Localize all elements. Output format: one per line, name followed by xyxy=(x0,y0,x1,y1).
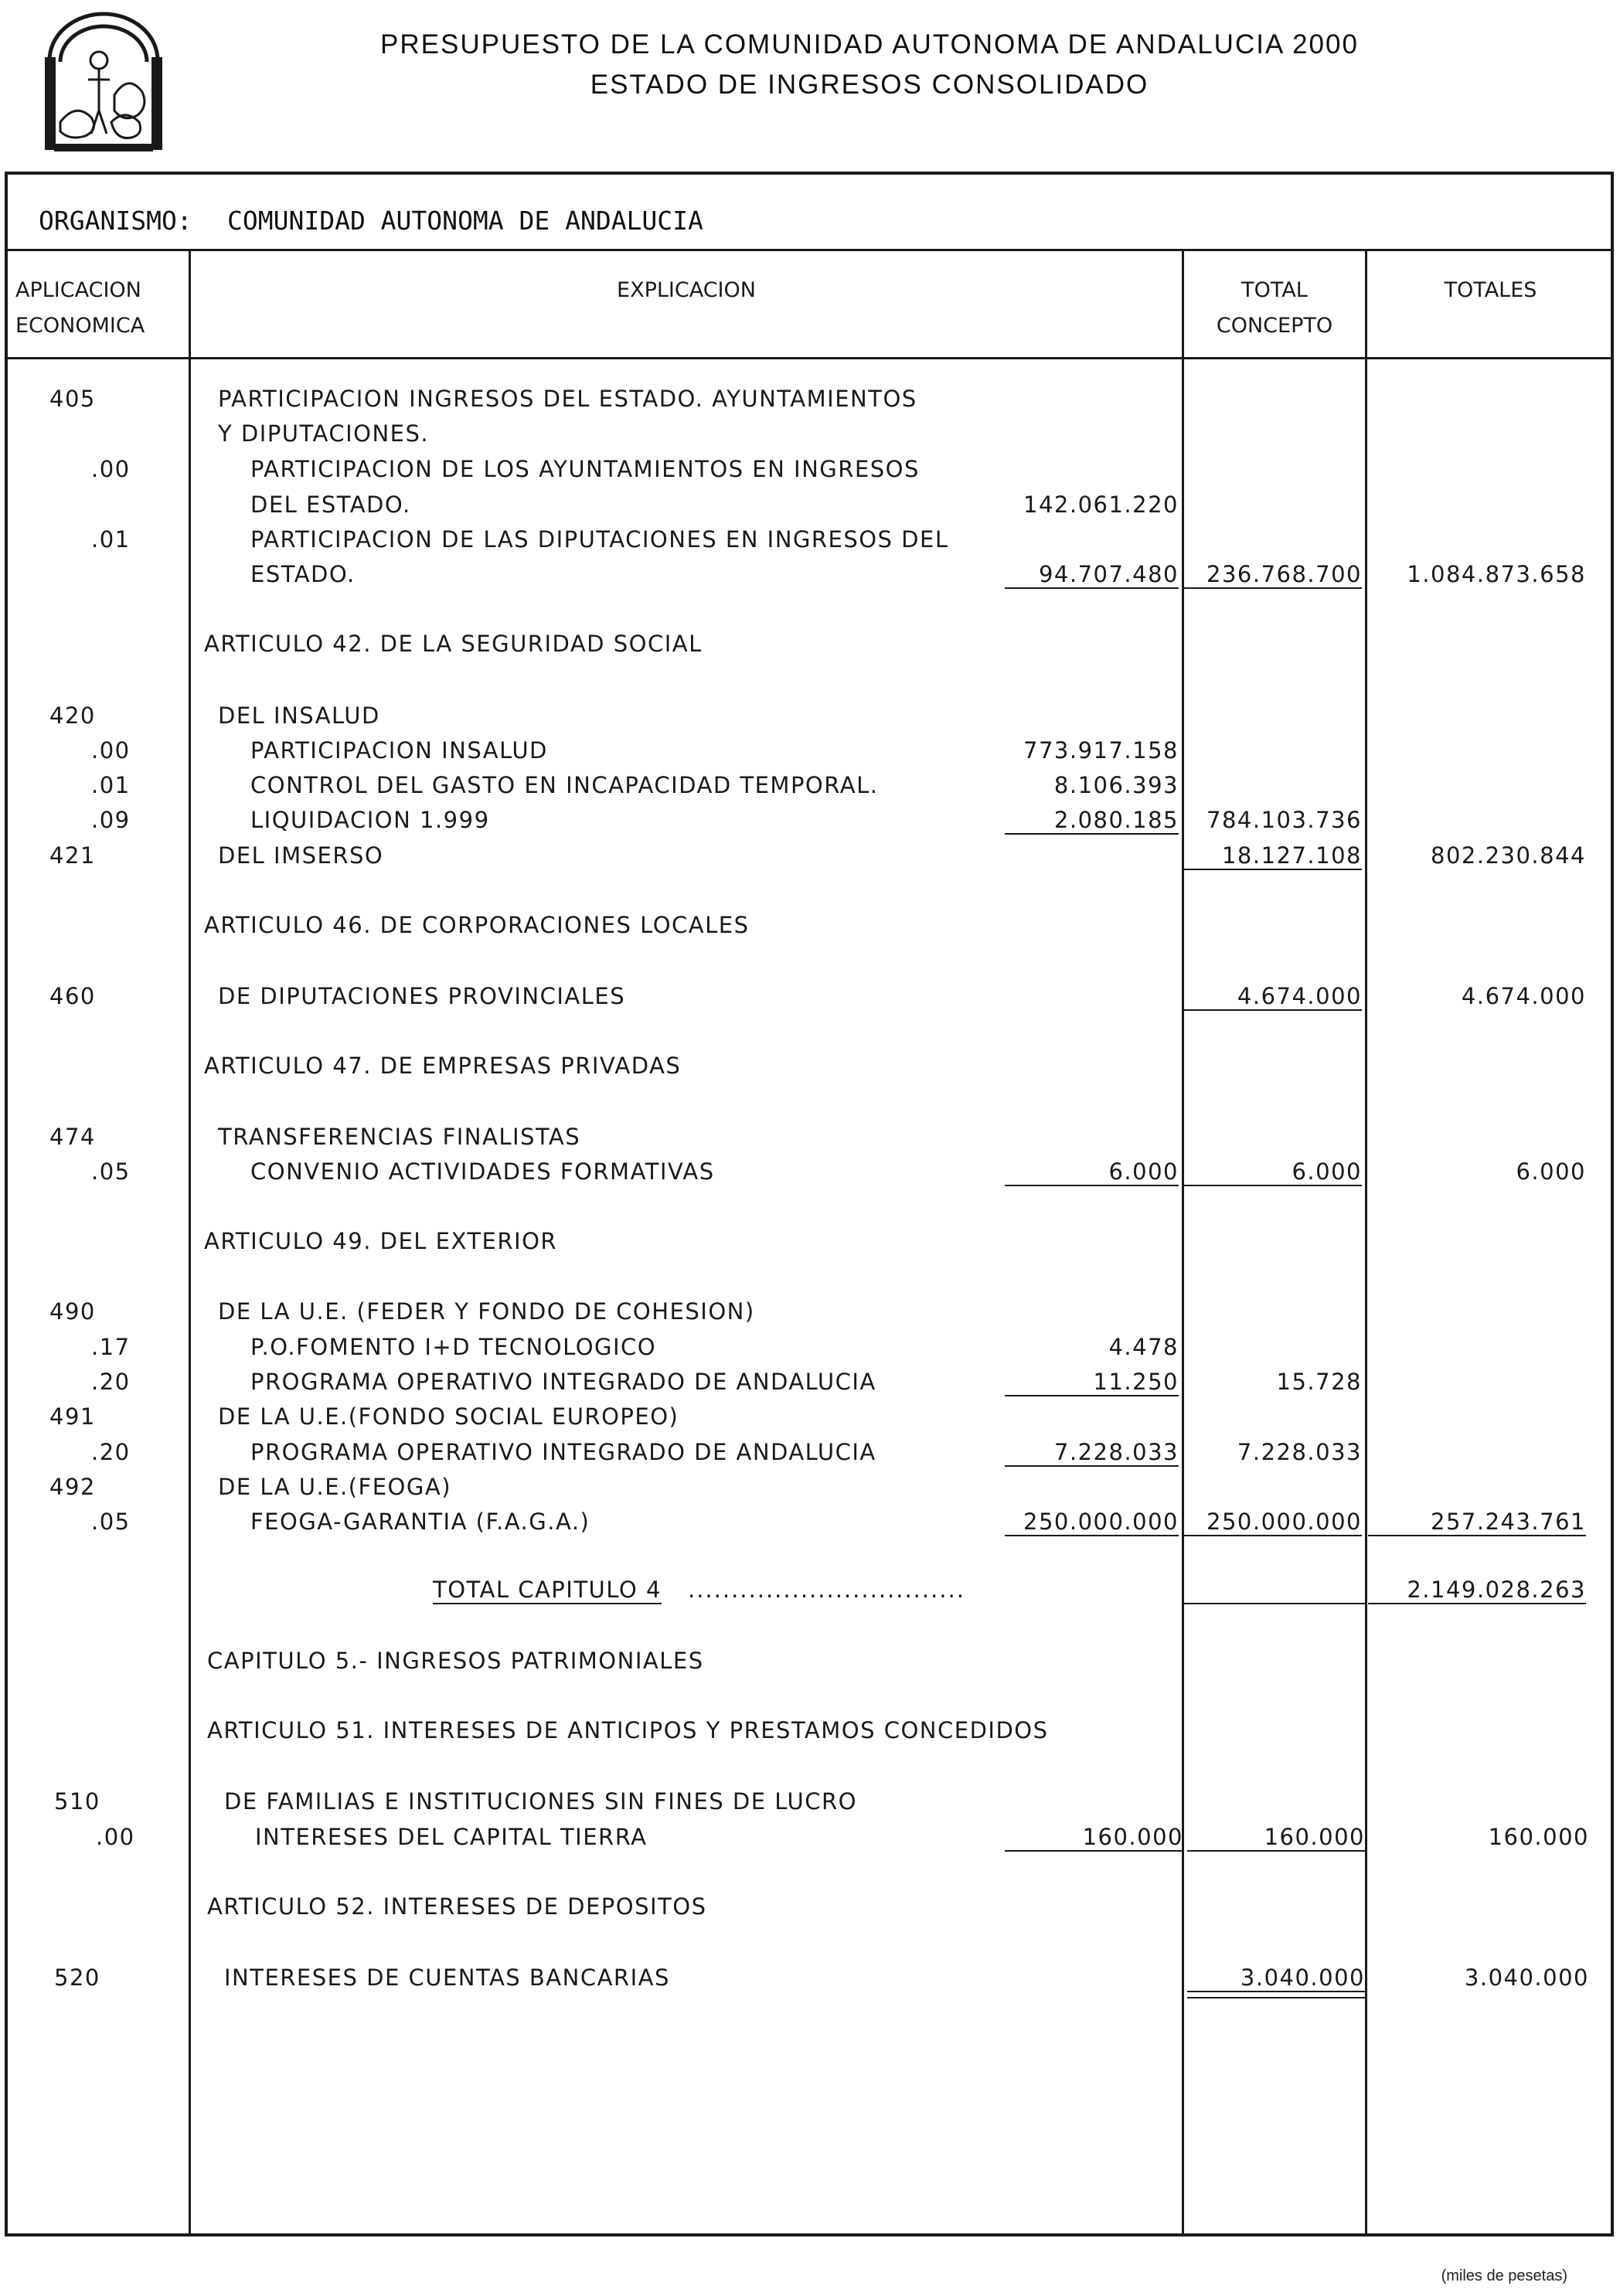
row-text: DE LA U.E.(FEOGA) xyxy=(218,1474,452,1500)
col-header-total-concepto-1: TOTAL xyxy=(1241,278,1308,302)
col-header-totales: TOTALES xyxy=(1444,278,1537,302)
article-heading: ARTICULO 52. INTERESES DE DEPOSITOS xyxy=(207,1893,707,1920)
column-divider-total-concepto xyxy=(1182,249,1184,2235)
article-heading: ARTICULO 46. DE CORPORACIONES LOCALES xyxy=(204,912,750,938)
row-amount: 773.917.158 xyxy=(1023,737,1179,764)
row-code: .20 xyxy=(91,1369,131,1395)
row-amount: 8.106.393 xyxy=(1053,772,1179,798)
row-text: PROGRAMA OPERATIVO INTEGRADO DE ANDALUCIA xyxy=(250,1369,876,1395)
row-code: .00 xyxy=(91,737,131,764)
row-text: INTERESES DEL CAPITAL TIERRA xyxy=(255,1824,648,1850)
row-code: 520 xyxy=(54,1964,100,1991)
col-header-aplicacion-2: ECONOMICA xyxy=(15,314,145,338)
article-heading: ARTICULO 49. DEL EXTERIOR xyxy=(204,1228,558,1254)
column-divider-totales xyxy=(1365,249,1367,2235)
row-code: 491 xyxy=(49,1403,96,1430)
row-text: CONTROL DEL GASTO EN INCAPACIDAD TEMPORAL. xyxy=(250,772,879,798)
row-totales: 1.084.873.658 xyxy=(1407,561,1586,587)
row-text: DE FAMILIAS E INSTITUCIONES SIN FINES DE LUCRO xyxy=(224,1788,857,1815)
row-totales: 6.000 xyxy=(1516,1158,1586,1185)
row-amount: 250.000.000 xyxy=(1005,1509,1179,1536)
row-total-concepto: 3.040.000 xyxy=(1187,1964,1365,1992)
row-code: .17 xyxy=(91,1334,131,1360)
row-code: .05 xyxy=(91,1509,131,1535)
row-code: .05 xyxy=(91,1158,131,1185)
row-code: 490 xyxy=(49,1298,96,1325)
row-text: CONVENIO ACTIVIDADES FORMATIVAS xyxy=(250,1158,715,1185)
row-amount: 160.000 xyxy=(1005,1824,1183,1852)
row-amount: 7.228.033 xyxy=(1005,1439,1179,1467)
row-totales: 802.230.844 xyxy=(1431,842,1586,869)
row-totales: 3.040.000 xyxy=(1464,1964,1589,1991)
row-code: .01 xyxy=(91,772,131,798)
row-amount: 142.061.220 xyxy=(1023,492,1179,518)
row-total-concepto: 15.728 xyxy=(1276,1369,1362,1395)
row-code: .00 xyxy=(96,1824,135,1850)
document-title: PRESUPUESTO DE LA COMUNIDAD AUTONOMA DE ANDALUCIA 2000 xyxy=(380,29,1359,60)
row-text: DEL IMSERSO xyxy=(218,842,384,869)
row-text: P.O.FOMENTO I+D TECNOLOGICO xyxy=(250,1334,657,1360)
row-text: PARTICIPACION DE LOS AYUNTAMIENTOS EN INGRESOS xyxy=(250,456,920,482)
row-code: .09 xyxy=(91,807,131,833)
row-code: .00 xyxy=(91,456,131,482)
chapter-heading: CAPITULO 5.- INGRESOS PATRIMONIALES xyxy=(207,1648,704,1674)
article-heading: ARTICULO 42. DE LA SEGURIDAD SOCIAL xyxy=(204,631,703,657)
total-concepto-rule xyxy=(1184,1603,1365,1604)
row-amount: 11.250 xyxy=(1005,1369,1179,1396)
row-code: 510 xyxy=(54,1788,100,1815)
row-total-concepto: 236.768.700 xyxy=(1184,561,1362,589)
col-header-total-concepto-2: CONCEPTO xyxy=(1216,314,1333,338)
row-text: TRANSFERENCIAS FINALISTAS xyxy=(218,1124,581,1150)
total-capitulo-totales: 2.149.028.263 xyxy=(1368,1577,1586,1604)
row-text: DE LA U.E. (FEDER Y FONDO DE COHESION) xyxy=(218,1298,755,1325)
row-total-concepto: 250.000.000 xyxy=(1184,1509,1362,1536)
row-code: 474 xyxy=(49,1124,96,1150)
organismo-value: COMUNIDAD AUTONOMA DE ANDALUCIA xyxy=(227,206,703,236)
col-header-explicacion: EXPLICACION xyxy=(617,278,756,302)
row-code: 420 xyxy=(49,702,96,729)
row-text: PROGRAMA OPERATIVO INTEGRADO DE ANDALUCIA xyxy=(250,1439,876,1465)
row-code: 492 xyxy=(49,1474,96,1500)
row-totales: 4.674.000 xyxy=(1461,983,1586,1009)
row-text: Y DIPUTACIONES. xyxy=(218,420,430,447)
organismo-line xyxy=(39,206,703,236)
row-text: PARTICIPACION INSALUD xyxy=(250,737,548,764)
row-text: PARTICIPACION INGRESOS DEL ESTADO. AYUNTAMIENTOS xyxy=(218,386,917,412)
row-text: DE DIPUTACIONES PROVINCIALES xyxy=(218,983,626,1009)
row-total-concepto: 6.000 xyxy=(1184,1158,1362,1186)
row-text: DEL ESTADO. xyxy=(250,492,411,518)
header-divider xyxy=(5,357,1614,359)
column-divider-aplicacion xyxy=(189,249,191,2235)
row-total-concepto: 4.674.000 xyxy=(1184,983,1362,1011)
total-capitulo-leader-dots: ................................ xyxy=(688,1577,965,1603)
row-text: DEL INSALUD xyxy=(218,702,380,729)
article-heading: ARTICULO 47. DE EMPRESAS PRIVADAS xyxy=(204,1053,682,1079)
row-totales: 257.243.761 xyxy=(1368,1509,1586,1536)
row-code: 405 xyxy=(49,386,96,412)
andalucia-coat-of-arms-icon xyxy=(34,6,173,153)
row-code: 460 xyxy=(49,983,96,1009)
row-total-concepto: 784.103.736 xyxy=(1206,807,1362,833)
row-text: FEOGA-GARANTIA (F.A.G.A.) xyxy=(250,1509,590,1535)
row-amount: 6.000 xyxy=(1005,1158,1179,1186)
row-text: ESTADO. xyxy=(250,561,356,587)
article-heading: ARTICULO 51. INTERESES DE ANTICIPOS Y PRESTAMOS CONCEDIDOS xyxy=(207,1717,1049,1743)
row-code: .01 xyxy=(91,526,131,553)
row-total-concepto: 18.127.108 xyxy=(1184,842,1362,870)
row-text: LIQUIDACION 1.999 xyxy=(250,807,490,833)
row-amount: 94.707.480 xyxy=(1005,561,1179,589)
row-code: .20 xyxy=(91,1439,131,1465)
total-concepto-rule xyxy=(1187,1997,1365,1998)
row-text: PARTICIPACION DE LAS DIPUTACIONES EN INGRESOS DEL xyxy=(250,526,949,553)
row-total-concepto: 160.000 xyxy=(1187,1824,1365,1852)
row-amount: 4.478 xyxy=(1108,1334,1179,1360)
total-capitulo-label: TOTAL CAPITULO 4 xyxy=(433,1577,662,1603)
row-total-concepto: 7.228.033 xyxy=(1237,1439,1362,1465)
row-text: DE LA U.E.(FONDO SOCIAL EUROPEO) xyxy=(218,1403,679,1430)
organismo-divider xyxy=(5,249,1614,251)
units-note: (miles de pesetas) xyxy=(1441,2267,1567,2284)
row-code: 421 xyxy=(49,842,96,869)
col-header-aplicacion-1: APLICACION xyxy=(15,278,141,302)
organismo-label: ORGANISMO: xyxy=(39,206,192,236)
document-subtitle: ESTADO DE INGRESOS CONSOLIDADO xyxy=(590,70,1149,100)
row-amount: 2.080.185 xyxy=(1005,807,1179,835)
row-totales: 160.000 xyxy=(1488,1824,1589,1850)
row-text: INTERESES DE CUENTAS BANCARIAS xyxy=(224,1964,670,1991)
